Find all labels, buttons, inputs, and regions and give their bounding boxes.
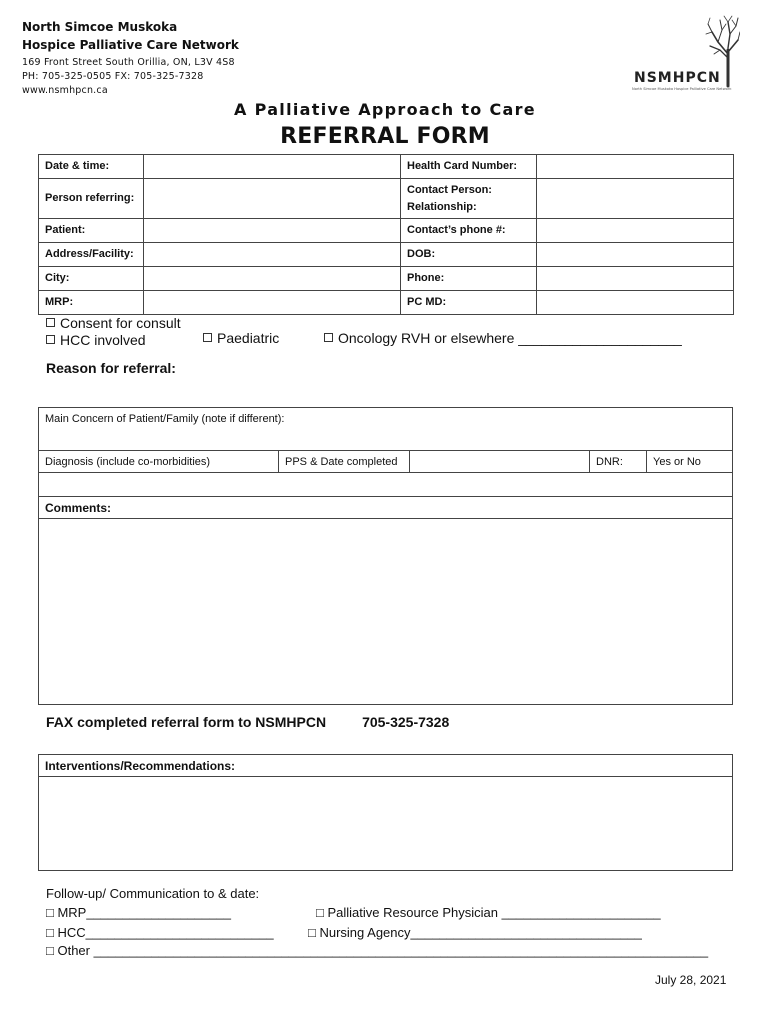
fax-instruction [46, 714, 449, 730]
health-card-label: Health Card Number: [401, 155, 537, 179]
paediatric-checkbox[interactable] [203, 330, 279, 346]
dob-label: DOB: [401, 243, 537, 267]
dnr-label: DNR: [590, 451, 647, 473]
oncology-checkbox[interactable] [324, 330, 682, 346]
contact-relationship-label-cell [401, 179, 537, 219]
mrp-field[interactable] [144, 291, 401, 315]
followup-heading: Follow-up/ Communication to & date: [46, 886, 260, 901]
pps-label: PPS & Date completed [279, 451, 410, 473]
followup-other-option[interactable]: □ Other _____________________________________________________________________________________ [46, 943, 709, 958]
table-row [39, 291, 734, 315]
dob-field[interactable] [537, 243, 734, 267]
fax-number: 705-325-7328 [362, 714, 450, 730]
address-facility-label: Address/Facility: [39, 243, 144, 267]
nsmhpcn-logo [628, 14, 740, 90]
footer-date: July 28, 2021 [655, 973, 727, 987]
org-name-line2: Hospice Palliative Care Network [22, 38, 239, 52]
form-title: REFERRAL FORM [280, 124, 490, 149]
table-row [39, 497, 733, 519]
table-row [39, 155, 734, 179]
date-time-label: Date & time: [39, 155, 144, 179]
mrp-label: MRP: [39, 291, 144, 315]
relationship-label: Relationship: [407, 200, 477, 213]
diagnosis-label: Diagnosis (include co-morbidities) [45, 455, 211, 468]
health-card-field[interactable] [537, 155, 734, 179]
person-referring-field[interactable] [144, 179, 401, 219]
org-phone-fax: PH: 705-325-0505 FX: 705-325-7328 [22, 71, 204, 82]
pc-md-label: PC MD: [401, 291, 537, 315]
form-subtitle: A Palliative Approach to Care [234, 100, 536, 119]
comments-label: Comments: [39, 497, 733, 519]
dnr-value[interactable]: Yes or No [647, 451, 733, 473]
interventions-field[interactable] [39, 777, 733, 871]
table-row [39, 179, 734, 219]
diagnosis-field[interactable] [39, 451, 279, 473]
patient-field[interactable] [144, 219, 401, 243]
checkbox-icon [46, 318, 55, 327]
main-concern-field[interactable] [39, 408, 733, 451]
contact-person-field[interactable] [537, 179, 734, 219]
fax-label: FAX completed referral form to NSMHPCN [46, 714, 327, 730]
comments-field[interactable] [39, 519, 733, 705]
phone-label: Phone: [401, 267, 537, 291]
table-row [39, 473, 733, 497]
logo-subtext: North Simcoe Muskoka Hospice Palliative Care Network [632, 87, 732, 91]
followup-mrp-option[interactable]: □ MRP____________________ [46, 905, 231, 920]
checkbox-icon [46, 335, 55, 344]
followup-palliative-physician-option[interactable]: □ Palliative Resource Physician ______________________ [316, 905, 661, 920]
followup-hcc-option[interactable]: □ HCC__________________________ [46, 925, 274, 940]
address-facility-field[interactable] [144, 243, 401, 267]
org-website: www.nsmhpcn.ca [22, 85, 108, 96]
pps-field[interactable] [410, 451, 590, 473]
interventions-label: Interventions/Recommendations: [39, 755, 733, 777]
table-row [39, 243, 734, 267]
table-row [39, 267, 734, 291]
phone-field[interactable] [537, 267, 734, 291]
oncology-label: Oncology RVH or elsewhere _____________________ [338, 330, 682, 346]
patient-label: Patient: [39, 219, 144, 243]
table-row [39, 519, 733, 705]
interventions-table [38, 754, 733, 871]
table-row [39, 219, 734, 243]
person-referring-label: Person referring: [39, 179, 144, 219]
table-row [39, 755, 733, 777]
referral-info-table [38, 154, 734, 315]
table-row [39, 777, 733, 871]
org-address: 169 Front Street South Orillia, ON, L3V 4S8 [22, 57, 235, 68]
organization-header [22, 18, 239, 98]
pc-md-field[interactable] [537, 291, 734, 315]
checkbox-icon [324, 333, 333, 342]
clinical-details-table [38, 407, 733, 705]
table-row [39, 408, 733, 451]
table-row [39, 451, 733, 473]
city-label: City: [39, 267, 144, 291]
date-time-field[interactable] [144, 155, 401, 179]
contact-person-label: Contact Person: [407, 183, 492, 196]
checkbox-icon [203, 333, 212, 342]
org-name-line1: North Simcoe Muskoka [22, 20, 178, 34]
logo-text: NSMHPCN [634, 70, 721, 86]
diagnosis-continuation-field[interactable] [39, 473, 733, 497]
consent-label: Consent for consult [60, 315, 181, 331]
contact-phone-field[interactable] [537, 219, 734, 243]
followup-nursing-agency-option[interactable]: □ Nursing Agency________________________________ [308, 925, 642, 940]
contact-phone-label: Contact’s phone #: [401, 219, 537, 243]
reason-for-referral-label: Reason for referral: [46, 360, 176, 376]
main-concern-label: Main Concern of Patient/Family (note if different): [45, 413, 285, 425]
hcc-involved-label: HCC involved [60, 332, 146, 348]
consent-checkbox[interactable] [46, 315, 181, 331]
city-field[interactable] [144, 267, 401, 291]
hcc-involved-checkbox[interactable] [46, 332, 146, 348]
paediatric-label: Paediatric [217, 330, 280, 346]
